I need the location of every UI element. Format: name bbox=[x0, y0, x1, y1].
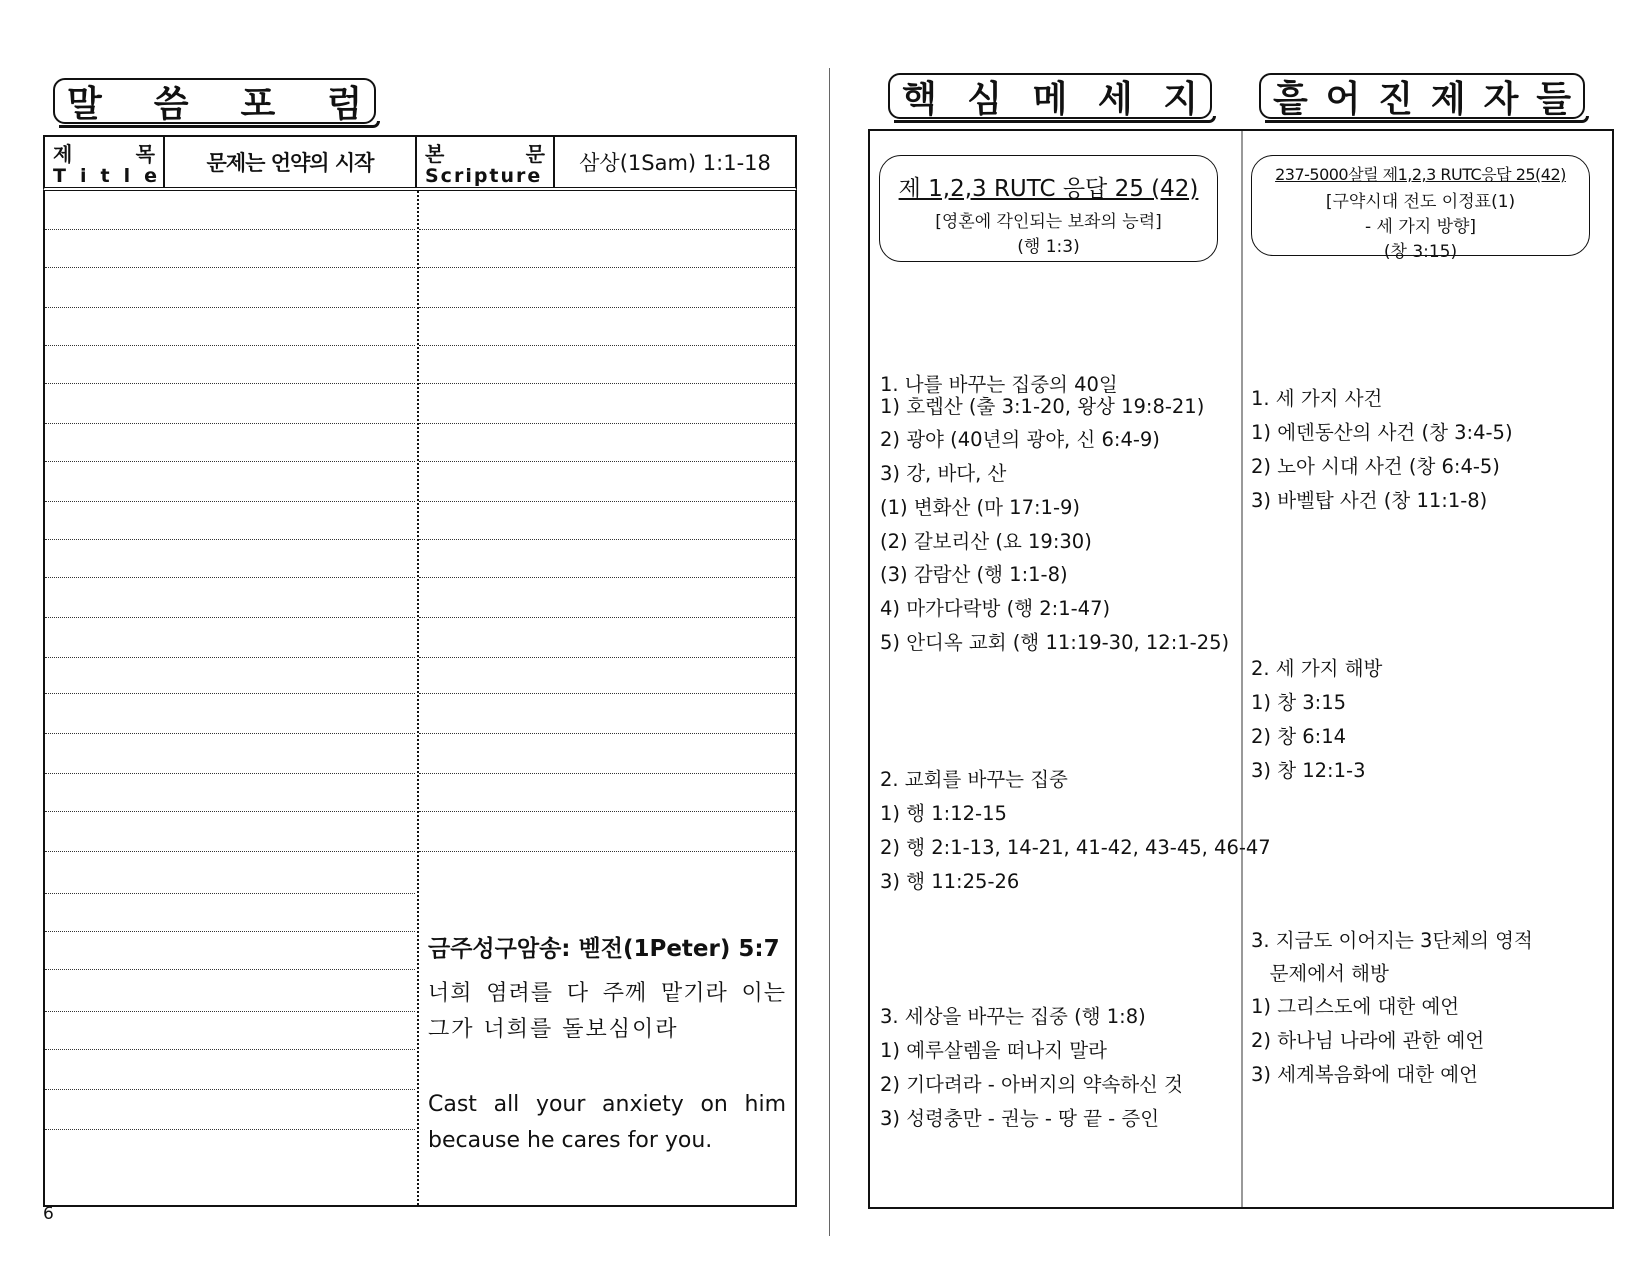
forum-header bbox=[53, 78, 376, 124]
disciples-item: 3) 세계복음화에 대한 예언 bbox=[1251, 1063, 1478, 1086]
title-label-en-char: i bbox=[79, 165, 87, 187]
core-callout-title: 제 1,2,3 RUTC 응답 25 (42) bbox=[898, 176, 1199, 202]
disciples-item: 1) 에덴동산의 사건 (창 3:4-5) bbox=[1251, 421, 1513, 444]
title-label-ko-char: 목 bbox=[135, 142, 155, 166]
core-message-item: 2) 행 2:1-13, 14-21, 41-42, 43-45, 46-47 bbox=[880, 836, 1271, 859]
core-message-item: (3) 감람산 (행 1:1-8) bbox=[880, 563, 1068, 586]
note-line bbox=[45, 851, 415, 852]
note-line bbox=[419, 267, 795, 268]
note-line bbox=[45, 617, 415, 618]
disciples-item: 2. 세 가지 해방 bbox=[1251, 657, 1383, 680]
note-line bbox=[45, 307, 415, 308]
note-line bbox=[419, 423, 795, 424]
disciples-item: 문제에서 해방 bbox=[1251, 962, 1389, 985]
core-header-char: 지 bbox=[1163, 78, 1198, 120]
note-line bbox=[45, 577, 415, 578]
note-line bbox=[45, 501, 415, 502]
disciples-callout-title: 237-5000살릴 제1,2,3 RUTC응답 25(42) bbox=[1275, 165, 1566, 184]
core-message-item: 3) 강, 바다, 산 bbox=[880, 462, 1007, 485]
note-line bbox=[419, 461, 795, 462]
core-message-item: 2. 교회를 바꾸는 집중 bbox=[880, 768, 1068, 791]
page-divider bbox=[829, 68, 830, 1236]
notes-column-divider bbox=[417, 191, 419, 1205]
note-line bbox=[45, 969, 415, 970]
core-message-item: 4) 마가다락방 (행 2:1-47) bbox=[880, 597, 1111, 620]
scripture-label-ko-char: 문 bbox=[525, 142, 545, 166]
disciples-item: 1) 그리스도에 대한 예언 bbox=[1251, 995, 1460, 1018]
note-line bbox=[45, 1049, 415, 1050]
note-line bbox=[419, 733, 795, 734]
scripture-value-cell bbox=[555, 137, 795, 187]
disciples-item: 3) 창 12:1-3 bbox=[1251, 759, 1366, 782]
memory-verse-english-line2: because he cares for you. bbox=[428, 1128, 713, 1153]
title-label-en-char: t bbox=[100, 165, 110, 187]
note-line bbox=[45, 539, 415, 540]
note-line bbox=[45, 931, 415, 932]
note-line bbox=[45, 461, 415, 462]
note-line bbox=[419, 851, 795, 852]
note-line bbox=[419, 383, 795, 384]
core-message-item: 3) 행 11:25-26 bbox=[880, 870, 1020, 893]
core-message-item: 2) 기다려라 - 아버지의 약속하신 것 bbox=[880, 1073, 1183, 1096]
disciples-item: 2) 창 6:14 bbox=[1251, 725, 1347, 748]
title-label-en-char: e bbox=[144, 165, 157, 187]
note-line bbox=[45, 893, 415, 894]
note-line bbox=[419, 811, 795, 812]
disciples-item: 2) 노아 시대 사건 (창 6:4-5) bbox=[1251, 455, 1500, 478]
core-message-item: 2) 광야 (40년의 광야, 신 6:4-9) bbox=[880, 428, 1160, 451]
title-label-ko-char: 제 bbox=[53, 142, 73, 166]
title-value-cell bbox=[165, 137, 417, 187]
note-line bbox=[419, 577, 795, 578]
disciples-header-char: 진 bbox=[1378, 78, 1414, 120]
note-line bbox=[419, 539, 795, 540]
core-message-item: 3) 성령충만 - 권능 - 땅 끝 - 증인 bbox=[880, 1107, 1160, 1130]
note-line bbox=[45, 1089, 415, 1090]
core-message-item: (2) 갈보리산 (요 19:30) bbox=[880, 530, 1092, 553]
forum-header-char: 말 bbox=[67, 83, 102, 125]
note-line bbox=[45, 657, 415, 658]
disciples-header-char: 제 bbox=[1430, 78, 1466, 120]
note-line bbox=[419, 307, 795, 308]
notes-area bbox=[43, 191, 797, 1207]
core-header-char: 세 bbox=[1097, 78, 1133, 120]
core-callout-line2: (행 1:3) bbox=[1017, 237, 1080, 257]
core-message-item: 5) 안디옥 교회 (행 11:19-30, 12:1-25) bbox=[880, 631, 1230, 654]
note-line bbox=[45, 345, 415, 346]
note-line bbox=[45, 423, 415, 424]
note-line bbox=[419, 693, 795, 694]
note-line bbox=[419, 773, 795, 774]
sermon-title: 문제는 언약의 시작 bbox=[206, 151, 374, 175]
memory-verse-title: 금주성구암송: 벧전(1Peter) 5:7 bbox=[428, 936, 780, 962]
note-line bbox=[419, 657, 795, 658]
forum-header-char: 포 bbox=[240, 83, 276, 125]
note-line bbox=[419, 229, 795, 230]
disciples-item: 3) 바벨탑 사건 (창 11:1-8) bbox=[1251, 489, 1488, 512]
disciples-callout-line1: [구약시대 전도 이정표(1) bbox=[1325, 192, 1516, 212]
title-label-cell bbox=[45, 137, 165, 187]
disciples-header-char: 자 bbox=[1483, 78, 1519, 120]
note-line bbox=[419, 617, 795, 618]
disciples-callout-line3: (창 3:15) bbox=[1383, 242, 1458, 262]
note-line bbox=[45, 811, 415, 812]
scripture-label-ko-char: 본 bbox=[425, 142, 445, 166]
note-line bbox=[45, 693, 415, 694]
core-message-item: 1) 행 1:12-15 bbox=[880, 802, 1007, 825]
memory-verse-korean-line1: 너희 염려를 다 주께 맡기라 이는 bbox=[428, 981, 786, 1006]
note-line bbox=[45, 773, 415, 774]
note-line bbox=[45, 383, 415, 384]
title-label-en-char: l bbox=[123, 165, 131, 187]
page-number: 6 bbox=[43, 1204, 54, 1224]
scattered-disciples-header bbox=[1259, 73, 1585, 119]
message-column-divider bbox=[1241, 131, 1243, 1207]
disciples-callout bbox=[1251, 155, 1590, 262]
disciples-header-char: 흩 bbox=[1273, 78, 1308, 120]
title-table bbox=[43, 135, 797, 191]
note-line bbox=[45, 733, 415, 734]
core-message-header bbox=[888, 73, 1212, 119]
disciples-header-char: 어 bbox=[1325, 78, 1361, 120]
scripture-label-cell bbox=[417, 137, 555, 187]
core-message-item: 1) 호렙산 (출 3:1-20, 왕상 19:8-21) bbox=[880, 395, 1205, 418]
note-line bbox=[45, 267, 415, 268]
core-message-item: 1) 예루살렘을 떠나지 말라 bbox=[880, 1039, 1107, 1062]
disciples-item: 2) 하나님 나라에 관한 예언 bbox=[1251, 1029, 1485, 1052]
note-line bbox=[45, 1129, 415, 1130]
core-header-char: 핵 bbox=[902, 78, 937, 120]
memory-verse-korean-line2: 그가 너희를 돌보심이라 bbox=[428, 1017, 679, 1042]
forum-header-char: 럼 bbox=[327, 83, 362, 125]
disciples-item: 1. 세 가지 사건 bbox=[1251, 387, 1383, 410]
scripture-reference: 삼상(1Sam) 1:1-18 bbox=[579, 151, 771, 175]
disciples-callout-line2: - 세 가지 방향] bbox=[1364, 217, 1477, 237]
note-line bbox=[45, 229, 415, 230]
core-message-item: 1. 나를 바꾸는 집중의 40일 bbox=[880, 373, 1118, 396]
note-line bbox=[45, 1011, 415, 1012]
scripture-label-en: Scripture bbox=[425, 165, 543, 187]
forum-header-char: 씀 bbox=[153, 83, 189, 125]
disciples-item: 1) 창 3:15 bbox=[1251, 691, 1347, 714]
core-message-item: 3. 세상을 바꾸는 집중 (행 1:8) bbox=[880, 1005, 1146, 1028]
core-message-item: (1) 변화산 (마 17:1-9) bbox=[880, 496, 1081, 519]
core-callout-line1: [영혼에 각인되는 보좌의 능력] bbox=[935, 212, 1162, 232]
disciples-item: 3. 지금도 이어지는 3단체의 영적 bbox=[1251, 929, 1533, 952]
memory-verse-english-line1: Cast all your anxiety on him bbox=[428, 1092, 786, 1117]
disciples-header-char: 들 bbox=[1536, 78, 1571, 120]
core-callout bbox=[879, 155, 1218, 262]
core-header-char: 메 bbox=[1032, 78, 1068, 120]
title-label-en-char: T bbox=[53, 165, 66, 187]
core-header-char: 심 bbox=[967, 78, 1003, 120]
note-line bbox=[419, 501, 795, 502]
note-line bbox=[419, 345, 795, 346]
